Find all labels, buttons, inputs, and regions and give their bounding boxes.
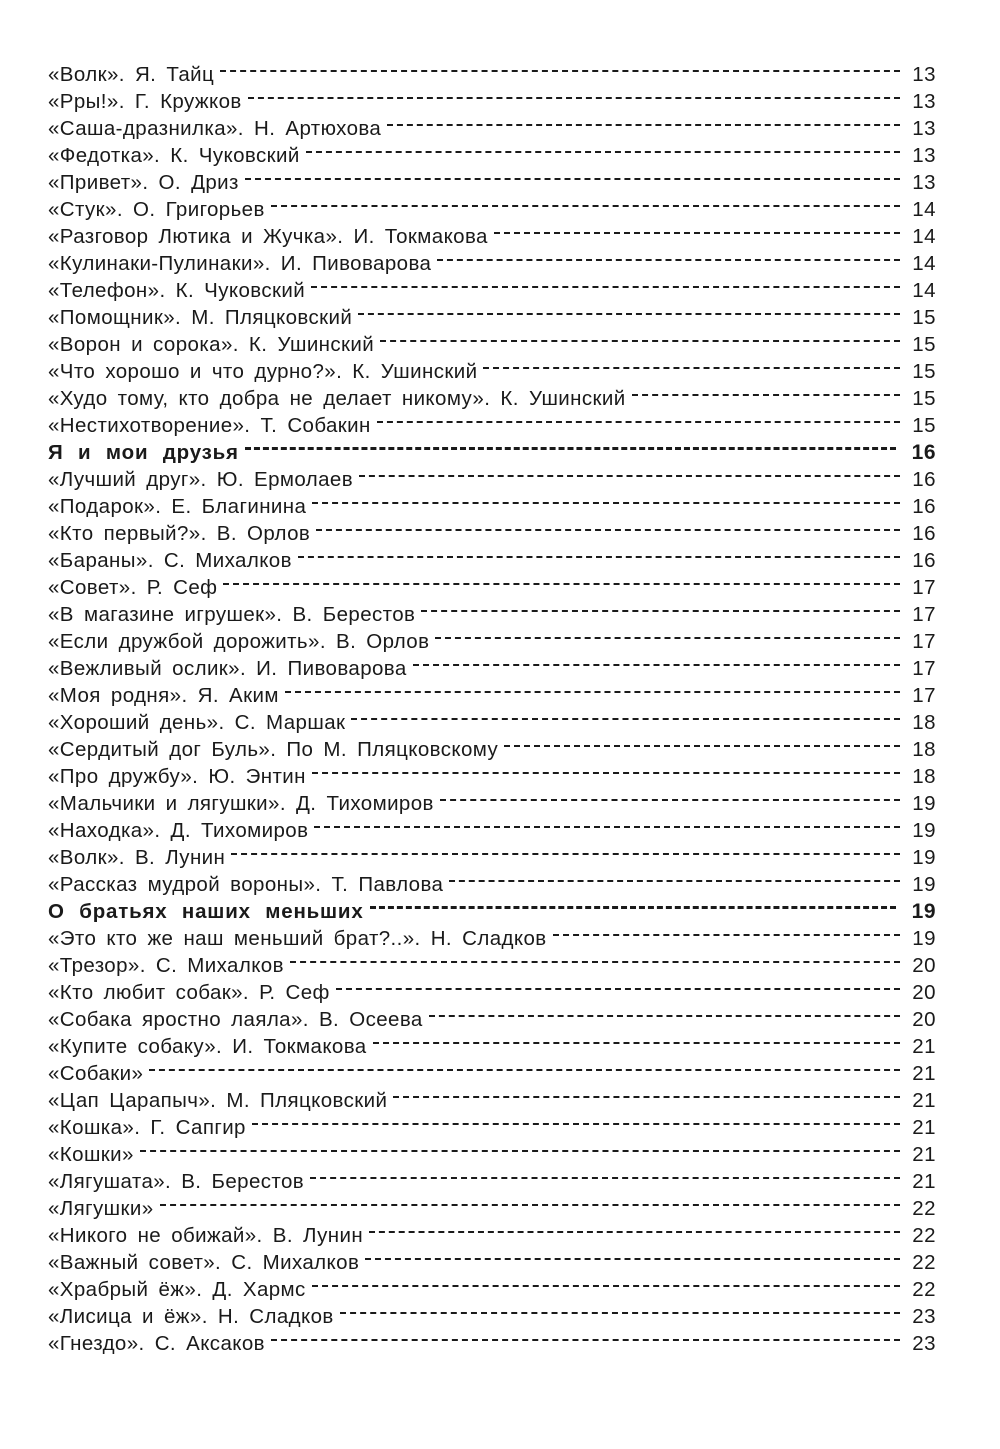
page-number: 19 bbox=[912, 873, 936, 896]
entry-title: «Кошка». Г. Сапгир bbox=[48, 1116, 246, 1139]
page-number: 16 bbox=[912, 549, 936, 572]
page-number: 18 bbox=[912, 711, 936, 734]
dot-leader bbox=[149, 1069, 900, 1071]
entry-title: «Это кто же наш меньший брат?..». Н. Сладков bbox=[48, 927, 547, 950]
entry-title: «Гнездо». С. Аксаков bbox=[48, 1332, 265, 1355]
dot-leader bbox=[312, 502, 900, 504]
dot-leader bbox=[220, 70, 900, 72]
dot-leader bbox=[494, 232, 900, 234]
dot-leader bbox=[252, 1123, 900, 1125]
dot-leader bbox=[387, 124, 900, 126]
toc-entry bbox=[48, 115, 936, 142]
dot-leader bbox=[248, 97, 900, 99]
dot-leader bbox=[358, 313, 900, 315]
dot-leader bbox=[393, 1096, 900, 1098]
dot-leader bbox=[429, 1015, 900, 1017]
entry-title: «Важный совет». С. Михалков bbox=[48, 1251, 360, 1274]
page-number: 13 bbox=[912, 171, 936, 194]
page-number: 20 bbox=[912, 954, 936, 977]
entry-title: «Кошки» bbox=[48, 1143, 134, 1166]
page-number: 14 bbox=[912, 279, 936, 302]
dot-leader bbox=[380, 340, 900, 342]
page-number: 15 bbox=[912, 333, 936, 356]
toc-entry bbox=[48, 790, 936, 817]
entry-title: «Нестихотворение». Т. Собакин bbox=[48, 414, 371, 437]
entry-title: «Трезор». С. Михалков bbox=[48, 954, 284, 977]
page-number: 13 bbox=[912, 144, 936, 167]
entry-title: «Купите собаку». И. Токмакова bbox=[48, 1035, 367, 1058]
toc-entry bbox=[48, 277, 936, 304]
page-number: 20 bbox=[912, 981, 936, 1004]
entry-title: «Мальчики и лягушки». Д. Тихомиров bbox=[48, 792, 434, 815]
dot-leader bbox=[314, 826, 900, 828]
page-number: 18 bbox=[912, 765, 936, 788]
entry-title: «Лягушки» bbox=[48, 1197, 154, 1220]
entry-title: «Разговор Лютика и Жучка». И. Токмакова bbox=[48, 225, 488, 248]
page-number: 17 bbox=[912, 630, 936, 653]
toc-entry bbox=[48, 358, 936, 385]
page-number: 21 bbox=[912, 1170, 936, 1193]
toc-entry bbox=[48, 1168, 936, 1195]
dot-leader bbox=[369, 1231, 900, 1233]
dot-leader bbox=[285, 691, 900, 693]
entry-title: «Что хорошо и что дурно?». К. Ушинский bbox=[48, 360, 478, 383]
toc-entry bbox=[48, 736, 936, 763]
toc-entry bbox=[48, 412, 936, 439]
table-of-contents bbox=[48, 61, 936, 1357]
toc-entry bbox=[48, 520, 936, 547]
section-heading bbox=[48, 439, 936, 466]
page-number: 19 bbox=[912, 792, 936, 815]
dot-leader bbox=[483, 367, 900, 369]
toc-entry bbox=[48, 1330, 936, 1357]
entry-title: «Моя родня». Я. Аким bbox=[48, 684, 279, 707]
toc-entry bbox=[48, 601, 936, 628]
entry-title: «Рры!». Г. Кружков bbox=[48, 90, 242, 113]
toc-entry bbox=[48, 1222, 936, 1249]
toc-entry bbox=[48, 169, 936, 196]
page-number: 13 bbox=[912, 90, 936, 113]
toc-entry bbox=[48, 628, 936, 655]
toc-entry bbox=[48, 925, 936, 952]
page-number: 14 bbox=[912, 252, 936, 275]
dot-leader bbox=[223, 583, 900, 585]
toc-entry bbox=[48, 871, 936, 898]
dot-leader bbox=[245, 178, 900, 180]
dot-leader bbox=[271, 205, 900, 207]
page-number: 13 bbox=[912, 63, 936, 86]
dot-leader bbox=[377, 421, 900, 423]
entry-title: «Сердитый дог Буль». По М. Пляцковскому bbox=[48, 738, 499, 761]
toc-entry bbox=[48, 142, 936, 169]
page-number: 21 bbox=[912, 1089, 936, 1112]
entry-title: «Находка». Д. Тихомиров bbox=[48, 819, 309, 842]
toc-entry bbox=[48, 196, 936, 223]
page-number: 16 bbox=[911, 441, 936, 464]
dot-leader bbox=[449, 880, 900, 882]
toc-entry bbox=[48, 331, 936, 358]
page-number: 15 bbox=[912, 360, 936, 383]
entry-title: «Никого не обижай». В. Лунин bbox=[48, 1224, 364, 1247]
entry-title: «Лучший друг». Ю. Ермолаев bbox=[48, 468, 353, 491]
page-number: 20 bbox=[912, 1008, 936, 1031]
dot-leader bbox=[370, 906, 896, 909]
toc-entry bbox=[48, 979, 936, 1006]
page-number: 21 bbox=[912, 1062, 936, 1085]
page-number: 16 bbox=[912, 468, 936, 491]
entry-title: «Волк». Я. Тайц bbox=[48, 63, 215, 86]
toc-entry bbox=[48, 1060, 936, 1087]
dot-leader bbox=[312, 772, 900, 774]
entry-title: «Собаки» bbox=[48, 1062, 144, 1085]
page-number: 16 bbox=[912, 495, 936, 518]
toc-entry bbox=[48, 61, 936, 88]
entry-title: «Рассказ мудрой вороны». Т. Павлова bbox=[48, 873, 444, 896]
page-number: 23 bbox=[912, 1305, 936, 1328]
dot-leader bbox=[290, 961, 900, 963]
entry-title: «Волк». В. Лунин bbox=[48, 846, 226, 869]
dot-leader bbox=[437, 259, 900, 261]
entry-title: «Стук». О. Григорьев bbox=[48, 198, 265, 221]
toc-entry bbox=[48, 1249, 936, 1276]
dot-leader bbox=[365, 1258, 900, 1260]
page-number: 22 bbox=[912, 1224, 936, 1247]
dot-leader bbox=[413, 664, 900, 666]
toc-entry bbox=[48, 1195, 936, 1222]
page-number: 22 bbox=[912, 1197, 936, 1220]
dot-leader bbox=[231, 853, 900, 855]
dot-leader bbox=[440, 799, 900, 801]
dot-leader bbox=[311, 286, 900, 288]
toc-entry bbox=[48, 682, 936, 709]
page-number: 19 bbox=[911, 900, 936, 923]
page-number: 16 bbox=[912, 522, 936, 545]
page-number: 14 bbox=[912, 198, 936, 221]
dot-leader bbox=[245, 447, 896, 450]
entry-title: «Подарок». Е. Благинина bbox=[48, 495, 307, 518]
dot-leader bbox=[553, 934, 900, 936]
toc-entry bbox=[48, 1006, 936, 1033]
dot-leader bbox=[632, 394, 900, 396]
toc-entry bbox=[48, 88, 936, 115]
page-number: 17 bbox=[912, 576, 936, 599]
toc-entry bbox=[48, 1114, 936, 1141]
toc-entry bbox=[48, 1033, 936, 1060]
page-number: 17 bbox=[912, 657, 936, 680]
entry-title: «Собака яростно лаяла». В. Осеева bbox=[48, 1008, 423, 1031]
dot-leader bbox=[298, 556, 900, 558]
toc-entry bbox=[48, 1303, 936, 1330]
page-number: 15 bbox=[912, 414, 936, 437]
page-number: 18 bbox=[912, 738, 936, 761]
page-number: 22 bbox=[912, 1251, 936, 1274]
toc-entry bbox=[48, 655, 936, 682]
entry-title: «Саша-дразнилка». Н. Артюхова bbox=[48, 117, 382, 140]
dot-leader bbox=[312, 1285, 900, 1287]
toc-entry bbox=[48, 844, 936, 871]
entry-title: «Совет». Р. Сеф bbox=[48, 576, 218, 599]
toc-entry bbox=[48, 574, 936, 601]
page-number: 19 bbox=[912, 846, 936, 869]
page-number: 21 bbox=[912, 1035, 936, 1058]
dot-leader bbox=[435, 637, 900, 639]
toc-entry bbox=[48, 1087, 936, 1114]
entry-title: «Худо тому, кто добра не делает никому». К. Ушинский bbox=[48, 387, 626, 410]
section-title: О братьях наших меньших bbox=[48, 900, 364, 923]
dot-leader bbox=[140, 1150, 900, 1152]
entry-title: «Ворон и сорока». К. Ушинский bbox=[48, 333, 375, 356]
entry-title: «Лягушата». В. Берестов bbox=[48, 1170, 305, 1193]
toc-entry bbox=[48, 223, 936, 250]
page-number: 15 bbox=[912, 306, 936, 329]
dot-leader bbox=[316, 529, 900, 531]
entry-title: «Вежливый ослик». И. Пивоварова bbox=[48, 657, 407, 680]
entry-title: «Привет». О. Дриз bbox=[48, 171, 239, 194]
entry-title: «Кто первый?». В. Орлов bbox=[48, 522, 311, 545]
page-number: 21 bbox=[912, 1143, 936, 1166]
toc-entry bbox=[48, 1141, 936, 1168]
dot-leader bbox=[160, 1204, 900, 1206]
toc-entry bbox=[48, 547, 936, 574]
entry-title: «Лисица и ёж». Н. Сладков bbox=[48, 1305, 334, 1328]
page-number: 21 bbox=[912, 1116, 936, 1139]
toc-entry bbox=[48, 1276, 936, 1303]
dot-leader bbox=[351, 718, 900, 720]
entry-title: «Помощник». М. Пляцковский bbox=[48, 306, 353, 329]
section-title: Я и мои друзья bbox=[48, 441, 239, 464]
entry-title: «Цап Царапыч». М. Пляцковский bbox=[48, 1089, 388, 1112]
toc-entry bbox=[48, 466, 936, 493]
dot-leader bbox=[336, 988, 900, 990]
toc-entry bbox=[48, 304, 936, 331]
entry-title: «В магазине игрушек». В. Берестов bbox=[48, 603, 416, 626]
dot-leader bbox=[310, 1177, 900, 1179]
entry-title: «Если дружбой дорожить». В. Орлов bbox=[48, 630, 430, 653]
dot-leader bbox=[340, 1312, 900, 1314]
dot-leader bbox=[306, 151, 900, 153]
page-number: 13 bbox=[912, 117, 936, 140]
page-number: 22 bbox=[912, 1278, 936, 1301]
dot-leader bbox=[421, 610, 900, 612]
page-number: 19 bbox=[912, 927, 936, 950]
dot-leader bbox=[271, 1339, 900, 1341]
entry-title: «Храбрый ёж». Д. Хармс bbox=[48, 1278, 306, 1301]
entry-title: «Хороший день». С. Маршак bbox=[48, 711, 346, 734]
entry-title: «Телефон». К. Чуковский bbox=[48, 279, 306, 302]
toc-entry bbox=[48, 817, 936, 844]
toc-entry bbox=[48, 952, 936, 979]
entry-title: «Про дружбу». Ю. Энтин bbox=[48, 765, 306, 788]
page-number: 14 bbox=[912, 225, 936, 248]
page-number: 17 bbox=[912, 603, 936, 626]
toc-entry bbox=[48, 709, 936, 736]
dot-leader bbox=[359, 475, 900, 477]
entry-title: «Кто любит собак». Р. Сеф bbox=[48, 981, 330, 1004]
dot-leader bbox=[504, 745, 900, 747]
entry-title: «Бараны». С. Михалков bbox=[48, 549, 292, 572]
toc-entry bbox=[48, 493, 936, 520]
page-number: 19 bbox=[912, 819, 936, 842]
page-number: 17 bbox=[912, 684, 936, 707]
toc-entry bbox=[48, 250, 936, 277]
entry-title: «Кулинаки-Пулинаки». И. Пивоварова bbox=[48, 252, 432, 275]
page-number: 23 bbox=[912, 1332, 936, 1355]
entry-title: «Федотка». К. Чуковский bbox=[48, 144, 300, 167]
toc-entry bbox=[48, 385, 936, 412]
section-heading bbox=[48, 898, 936, 925]
page-number: 15 bbox=[912, 387, 936, 410]
dot-leader bbox=[373, 1042, 900, 1044]
toc-entry bbox=[48, 763, 936, 790]
